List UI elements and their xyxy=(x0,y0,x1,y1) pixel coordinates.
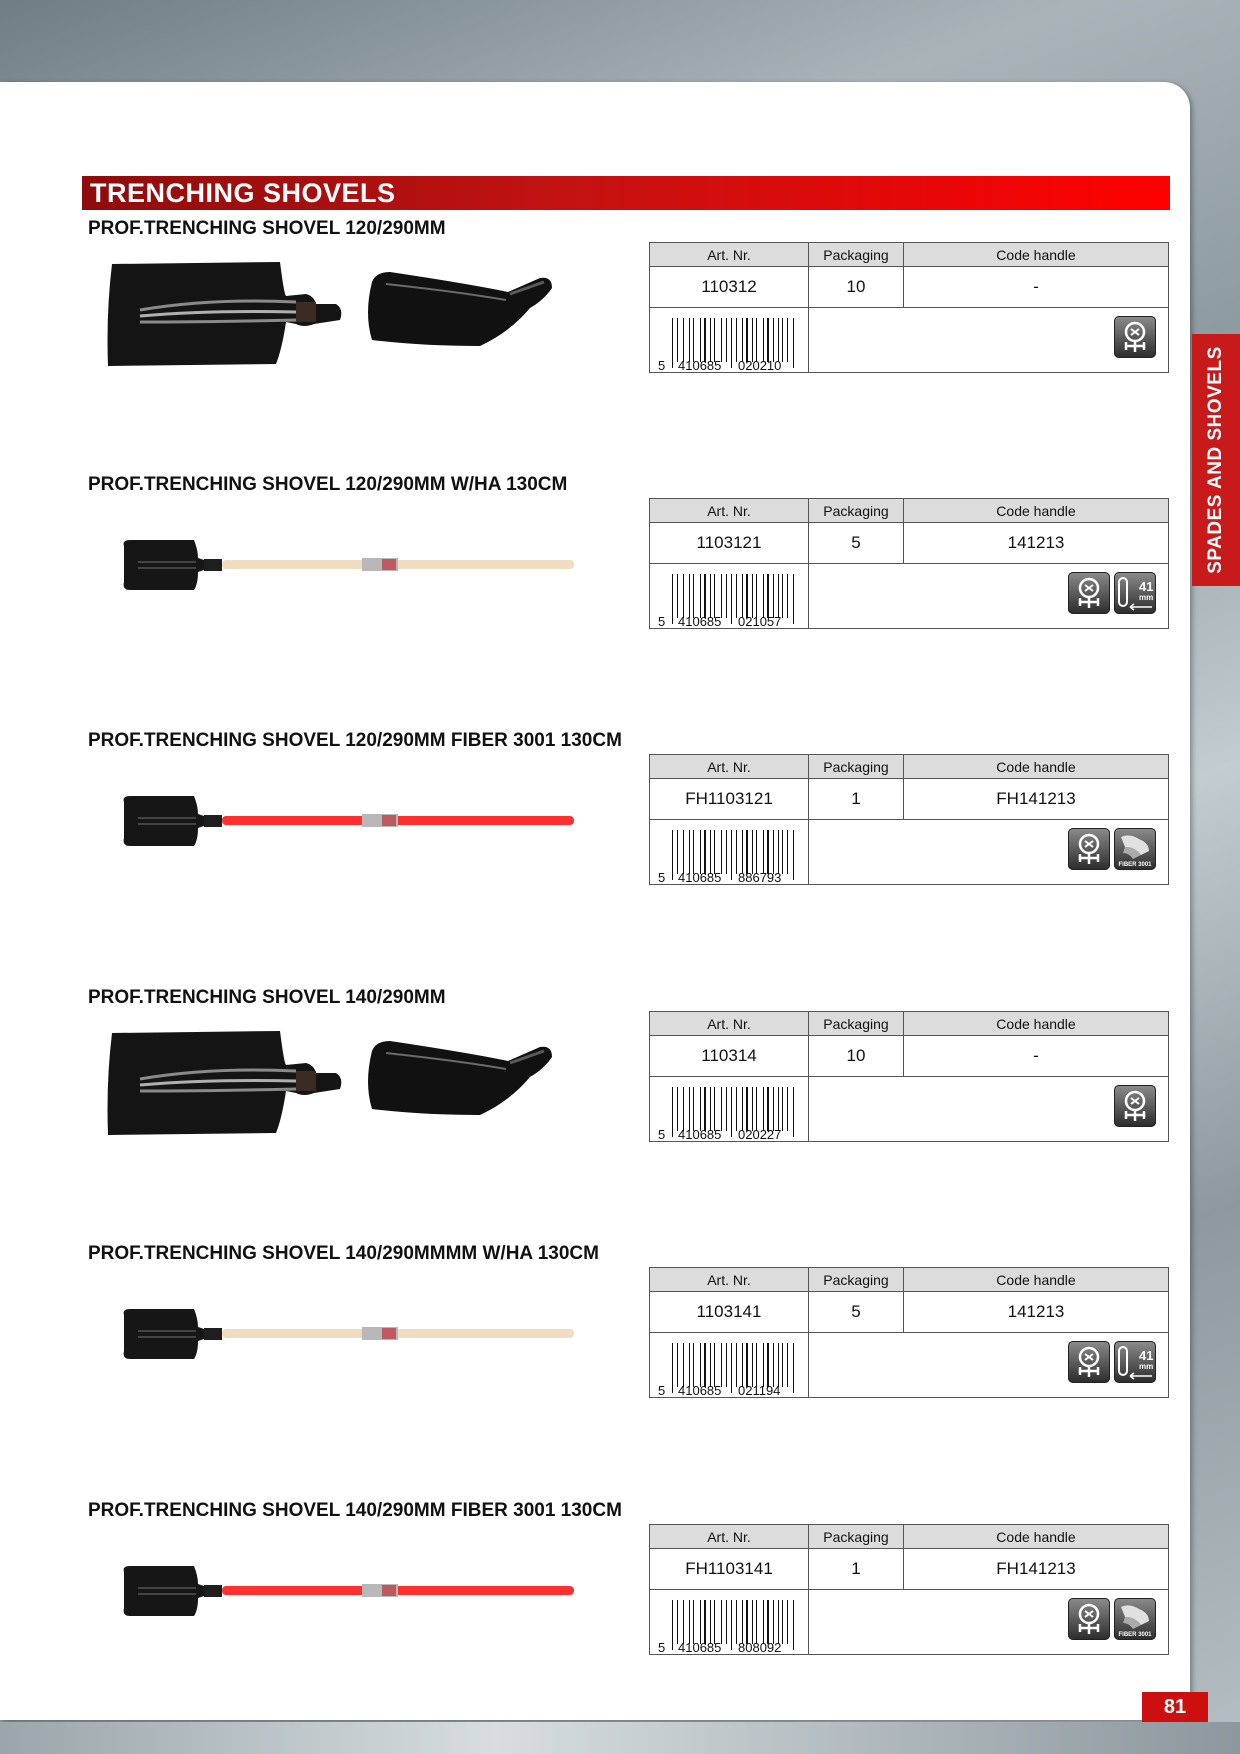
art-nr-value: FH1103141 xyxy=(650,1549,809,1590)
table-row xyxy=(650,1292,1169,1333)
barcode-cell xyxy=(650,1333,809,1398)
packaging-value: 1 xyxy=(809,779,904,820)
spec-table xyxy=(649,754,1169,885)
art-nr-value: 110312 xyxy=(650,267,809,308)
header-art-nr: Art. Nr. xyxy=(650,755,809,779)
header-art-nr: Art. Nr. xyxy=(650,1525,809,1549)
quality-icon xyxy=(1068,572,1110,614)
code-handle-value: FH141213 xyxy=(904,1549,1169,1590)
barcode-left-digits: 410685 xyxy=(678,870,722,884)
quality-icon xyxy=(1068,1341,1110,1383)
shovel-side-view xyxy=(368,1041,552,1115)
table-header-row xyxy=(650,499,1169,523)
product-title: PROF.TRENCHING SHOVEL 120/290MM W/HA 130CM xyxy=(88,474,568,495)
code-handle-value: - xyxy=(904,1036,1169,1077)
table-header-row xyxy=(650,1268,1169,1292)
shovel-handle xyxy=(222,814,574,827)
shovel-side-view xyxy=(368,272,552,346)
product-title: PROF.TRENCHING SHOVEL 140/290MMMM W/HA 130CM xyxy=(88,1243,599,1264)
quality-icon xyxy=(1068,1598,1110,1640)
table-header-row xyxy=(650,755,1169,779)
shovel-image xyxy=(100,510,590,626)
shovel-front-view xyxy=(108,262,342,366)
header-art-nr: Art. Nr. xyxy=(650,243,809,267)
art-nr-value: 1103121 xyxy=(650,523,809,564)
product-image xyxy=(100,1536,590,1652)
table-header-row xyxy=(650,1012,1169,1036)
header-art-nr: Art. Nr. xyxy=(650,499,809,523)
header-code-handle: Code handle xyxy=(904,499,1169,523)
feature-icons-cell xyxy=(809,1590,1169,1655)
quality-icon xyxy=(1068,828,1110,870)
product-block xyxy=(0,1500,1190,1740)
spec-table xyxy=(649,1011,1169,1142)
shovel-handle xyxy=(222,558,574,571)
barcode-right-digits: 886793 xyxy=(738,870,782,884)
header-art-nr: Art. Nr. xyxy=(650,1012,809,1036)
diameter-unit: mm xyxy=(1139,1362,1154,1371)
barcode-cell xyxy=(650,308,809,373)
product-block xyxy=(0,218,1190,458)
side-tab[interactable] xyxy=(1192,334,1240,586)
feature-icons xyxy=(1068,1598,1156,1640)
quality-icon xyxy=(1114,316,1156,358)
shovel-image xyxy=(100,1023,590,1139)
barcode xyxy=(656,1596,802,1654)
product-block xyxy=(0,730,1190,970)
product-block xyxy=(0,1243,1190,1483)
spec-table xyxy=(649,1524,1169,1655)
barcode-cell xyxy=(650,820,809,885)
code-handle-value: 141213 xyxy=(904,523,1169,564)
header-packaging: Packaging xyxy=(809,755,904,779)
barcode-first-digit: 5 xyxy=(658,358,666,372)
product-title: PROF.TRENCHING SHOVEL 120/290MM FIBER 3001 130CM xyxy=(88,730,622,751)
feature-icons xyxy=(1114,316,1156,358)
barcode xyxy=(656,1083,802,1141)
fiber-icon xyxy=(1114,828,1156,870)
shovel-handle xyxy=(222,1584,574,1597)
shovel-image xyxy=(100,766,590,882)
product-block xyxy=(0,987,1190,1227)
barcode-left-digits: 410685 xyxy=(678,1640,722,1654)
product-block xyxy=(0,474,1190,714)
barcode-first-digit: 5 xyxy=(658,1127,666,1141)
shovel-head xyxy=(124,540,222,590)
section-banner xyxy=(82,176,1170,210)
barcode-left-digits: 410685 xyxy=(678,1127,722,1141)
art-nr-value: FH1103121 xyxy=(650,779,809,820)
header-code-handle: Code handle xyxy=(904,755,1169,779)
header-code-handle: Code handle xyxy=(904,1012,1169,1036)
table-row xyxy=(650,1036,1169,1077)
barcode-cell xyxy=(650,1077,809,1142)
spec-table xyxy=(649,242,1169,373)
shovel-front-view xyxy=(108,1031,342,1135)
side-tab-label: SPADES AND SHOVELS xyxy=(1205,346,1226,574)
table-header-row xyxy=(650,1525,1169,1549)
barcode-left-digits: 410685 xyxy=(678,614,722,628)
diameter-value: 41 xyxy=(1139,579,1154,594)
shovel-image xyxy=(100,1536,590,1652)
shovel-image xyxy=(100,1279,590,1395)
diameter-icon xyxy=(1114,572,1156,614)
header-packaging: Packaging xyxy=(809,1525,904,1549)
header-art-nr: Art. Nr. xyxy=(650,1268,809,1292)
barcode-left-digits: 410685 xyxy=(678,358,722,372)
table-row xyxy=(650,267,1169,308)
fiber-icon xyxy=(1114,1598,1156,1640)
header-packaging: Packaging xyxy=(809,1012,904,1036)
packaging-value: 10 xyxy=(809,267,904,308)
table-row xyxy=(650,779,1169,820)
feature-icons xyxy=(1068,1341,1156,1383)
shovel-handle xyxy=(222,1327,574,1340)
header-code-handle: Code handle xyxy=(904,243,1169,267)
spec-table xyxy=(649,1267,1169,1398)
page-number: 81 xyxy=(1142,1692,1208,1722)
barcode xyxy=(656,826,802,884)
art-nr-value: 1103141 xyxy=(650,1292,809,1333)
product-image xyxy=(100,766,590,882)
table-row xyxy=(650,523,1169,564)
feature-icons xyxy=(1068,572,1156,614)
header-code-handle: Code handle xyxy=(904,1525,1169,1549)
art-nr-value: 110314 xyxy=(650,1036,809,1077)
shovel-head xyxy=(124,1566,222,1616)
feature-icons-cell xyxy=(809,308,1169,373)
barcode-right-digits: 020210 xyxy=(738,358,782,372)
table-row xyxy=(650,1549,1169,1590)
section-title: TRENCHING SHOVELS xyxy=(90,178,396,208)
fiber-label: FIBER 3001 xyxy=(1118,1632,1152,1638)
shovel-head xyxy=(124,1309,222,1359)
code-handle-value: FH141213 xyxy=(904,779,1169,820)
barcode-first-digit: 5 xyxy=(658,614,666,628)
barcode-right-digits: 808092 xyxy=(738,1640,782,1654)
barcode-right-digits: 021194 xyxy=(738,1383,781,1397)
packaging-value: 5 xyxy=(809,1292,904,1333)
packaging-value: 10 xyxy=(809,1036,904,1077)
feature-icons-cell xyxy=(809,1077,1169,1142)
shovel-head xyxy=(124,796,222,846)
barcode-cell xyxy=(650,564,809,629)
product-image xyxy=(100,510,590,626)
product-title: PROF.TRENCHING SHOVEL 120/290MM xyxy=(88,218,446,239)
header-packaging: Packaging xyxy=(809,243,904,267)
barcode-first-digit: 5 xyxy=(658,1383,666,1397)
feature-icons xyxy=(1114,1085,1156,1127)
table-header-row xyxy=(650,243,1169,267)
feature-icons-cell xyxy=(809,820,1169,885)
barcode xyxy=(656,1339,802,1397)
quality-icon xyxy=(1114,1085,1156,1127)
diameter-icon xyxy=(1114,1341,1156,1383)
product-title: PROF.TRENCHING SHOVEL 140/290MM FIBER 3001 130CM xyxy=(88,1500,622,1521)
barcode xyxy=(656,314,802,372)
code-handle-value: 141213 xyxy=(904,1292,1169,1333)
product-image xyxy=(100,1279,590,1395)
product-title: PROF.TRENCHING SHOVEL 140/290MM xyxy=(88,987,446,1008)
product-image xyxy=(100,254,590,370)
barcode-row xyxy=(650,308,1169,373)
barcode-row xyxy=(650,564,1169,629)
barcode-row xyxy=(650,820,1169,885)
barcode-first-digit: 5 xyxy=(658,870,666,884)
spec-table xyxy=(649,498,1169,629)
header-packaging: Packaging xyxy=(809,1268,904,1292)
diameter-value: 41 xyxy=(1139,1348,1154,1363)
barcode-row xyxy=(650,1077,1169,1142)
header-packaging: Packaging xyxy=(809,499,904,523)
product-image xyxy=(100,1023,590,1139)
barcode-row xyxy=(650,1333,1169,1398)
feature-icons-cell xyxy=(809,1333,1169,1398)
shovel-image xyxy=(100,254,590,370)
barcode xyxy=(656,570,802,628)
code-handle-value: - xyxy=(904,267,1169,308)
barcode-left-digits: 410685 xyxy=(678,1383,722,1397)
feature-icons xyxy=(1068,828,1156,870)
packaging-value: 1 xyxy=(809,1549,904,1590)
packaging-value: 5 xyxy=(809,523,904,564)
diameter-unit: mm xyxy=(1139,593,1154,602)
barcode-row xyxy=(650,1590,1169,1655)
barcode-right-digits: 021057 xyxy=(738,614,782,628)
fiber-label: FIBER 3001 xyxy=(1118,862,1152,868)
barcode-first-digit: 5 xyxy=(658,1640,666,1654)
barcode-right-digits: 020227 xyxy=(738,1127,782,1141)
barcode-cell xyxy=(650,1590,809,1655)
feature-icons-cell xyxy=(809,564,1169,629)
header-code-handle: Code handle xyxy=(904,1268,1169,1292)
